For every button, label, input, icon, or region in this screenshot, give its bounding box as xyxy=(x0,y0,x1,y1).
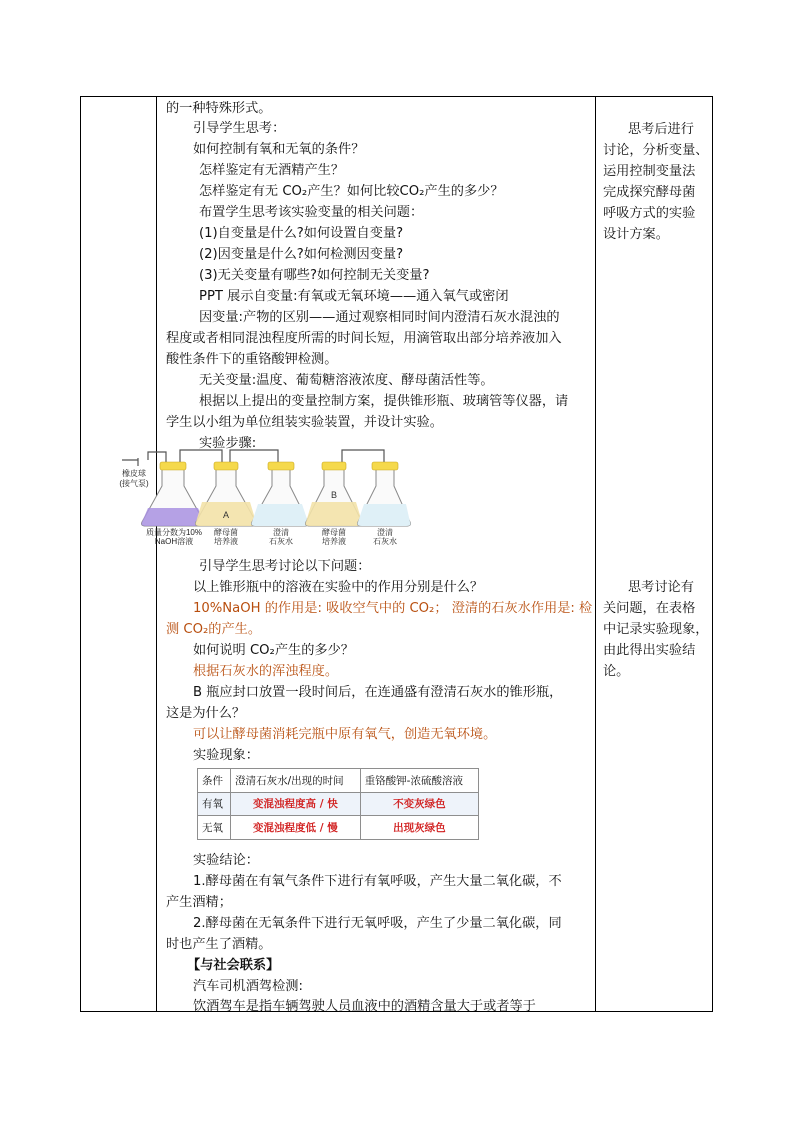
flask-letter-a: A xyxy=(222,510,230,520)
text-line: 思考后进行 xyxy=(628,122,694,137)
text-line: 完成探究酵母菌 xyxy=(603,185,696,200)
text-line: 实验结论： xyxy=(193,853,259,868)
table-cell: 不变灰绿色 xyxy=(360,792,478,816)
text-line: 怎样鉴定有无 CO₂产生？如何比较CO₂产生的多少？ xyxy=(199,184,504,199)
text-line: 程度或者相同混浊程度所需的时间长短，用滴管取出部分培养液加入 xyxy=(166,331,562,346)
text-line: 因变量:产物的区别——通过观察相同时间内澄清石灰水混浊的 xyxy=(199,310,560,325)
text-line: 引导学生思考讨论以下问题： xyxy=(199,559,371,574)
text-line: 学生以小组为单位组装实验装置，并设计实验。 xyxy=(166,415,443,430)
lime-a-label-1: 澄清 xyxy=(273,528,289,537)
apparatus-figure xyxy=(118,438,414,548)
yeast-a-label-2: 培养液 xyxy=(214,537,238,546)
text-line: 这是为什么？ xyxy=(166,706,246,721)
lime-a-label-2: 石灰水 xyxy=(269,537,293,546)
text-line: 1.酵母菌在有氧气条件下进行有氧呼吸，产生大量二氧化碳，不 xyxy=(193,874,562,889)
text-line: (2)因变量是什么?如何检测因变量? xyxy=(199,247,404,262)
text-line: (1)自变量是什么?如何设置自变量? xyxy=(199,226,404,241)
lime-flask-b xyxy=(358,462,411,526)
text-line: 由此得出实验结 xyxy=(603,643,696,658)
naoh-flask xyxy=(142,462,205,526)
text-line: B 瓶应封口放置一段时间后，在连通盛有澄清石灰水的锥形瓶， xyxy=(193,685,563,700)
text-line: 2.酵母菌在无氧条件下进行无氧呼吸，产生了少量二氧化碳，同 xyxy=(193,916,562,931)
text-line: 以上锥形瓶中的溶液在实验中的作用分别是什么？ xyxy=(193,580,484,595)
table-cell: 变混浊程度高 / 快 xyxy=(231,792,361,816)
column-divider-1 xyxy=(156,97,157,1011)
text-line: 布置学生思考该实验变量的相关问题： xyxy=(199,205,424,220)
naoh-label-1: 质量分数为10% xyxy=(145,528,203,537)
teaching-process-column xyxy=(163,97,593,1014)
table-cell: 有氧 xyxy=(198,792,231,816)
table-cell: 出现灰绿色 xyxy=(360,816,478,840)
lime-flask-a xyxy=(252,462,309,526)
text-line: 如何控制有氧和无氧的条件？ xyxy=(193,142,365,157)
table-row xyxy=(198,816,479,840)
text-line: 无关变量:温度、葡萄糖溶液浓度、酵母菌活性等。 xyxy=(199,373,494,388)
text-line: (3)无关变量有哪些?如何控制无关变量? xyxy=(199,268,430,283)
text-line: 根据石灰水的浑浊程度。 xyxy=(193,664,339,679)
text-line: 的一种特殊形式。 xyxy=(166,101,272,116)
rubber-ball-sub: (接气泵) xyxy=(119,479,149,488)
text-line: 根据以上提出的变量控制方案，提供锥形瓶、玻璃管等仪器，请 xyxy=(199,394,569,409)
text-line: 关问题，在表格 xyxy=(603,601,696,616)
text-line: 实验步骤: xyxy=(199,436,257,451)
table-header-cell: 重铬酸钾-浓硫酸溶液 xyxy=(360,769,478,793)
text-line: 呼吸方式的实验 xyxy=(603,206,696,221)
text-line: 可以让酵母菌消耗完瓶中原有氧气，创造无氧环境。 xyxy=(193,727,497,742)
text-line: 实验现象： xyxy=(193,748,259,763)
text-line: 设计方案。 xyxy=(603,227,669,242)
text-line: 思考讨论有 xyxy=(628,580,694,595)
table-cell: 变混浊程度低 / 慢 xyxy=(231,816,361,840)
yeast-flask-a xyxy=(196,462,257,526)
column-divider-2 xyxy=(595,97,596,1011)
text-line: 运用控制变量法 xyxy=(603,164,696,179)
text-line: 时也产生了酒精。 xyxy=(166,937,272,952)
text-line: 论。 xyxy=(603,664,630,679)
text-line: 如何说明 CO₂产生的多少？ xyxy=(193,643,354,658)
text-line: 酸性条件下的重铬酸钾检测。 xyxy=(166,352,338,367)
text-line: 怎样鉴定有无酒精产生？ xyxy=(199,163,345,178)
lime-b-label-2: 石灰水 xyxy=(373,537,397,546)
text-line: 测 CO₂的产生。 xyxy=(166,622,262,637)
yeast-b-label-2: 培养液 xyxy=(322,537,346,546)
table-header-cell: 澄清石灰水/出现的时间 xyxy=(231,769,361,793)
rubber-ball-label: 橡皮球 xyxy=(122,469,146,478)
text-line: 产生酒精； xyxy=(166,895,232,910)
text-line: 引导学生思考： xyxy=(193,121,286,136)
yeast-b-label-1: 酵母菌 xyxy=(322,528,346,537)
observation-table xyxy=(197,768,479,840)
yeast-a-label-1: 酵母菌 xyxy=(214,528,238,537)
text-line: 讨论，分析变量、 xyxy=(603,143,709,158)
yeast-flask-b xyxy=(306,462,363,526)
text-line: 10%NaOH 的作用是: 吸收空气中的 CO₂； 澄清的石灰水作用是: 检 xyxy=(193,601,593,616)
lime-b-label-1: 澄清 xyxy=(377,528,393,537)
text-line: 中记录实验现象， xyxy=(603,622,709,637)
text-line: 汽车司机酒驾检测: xyxy=(193,979,303,994)
section-heading: 【与社会联系】 xyxy=(187,958,280,973)
lesson-table xyxy=(80,96,713,1012)
flask-letter-b: B xyxy=(330,490,338,500)
table-row xyxy=(198,792,479,816)
table-cell: 无氧 xyxy=(198,816,231,840)
text-line: PPT 展示自变量:有氧或无氧环境——通入氧气或密闭 xyxy=(199,289,509,304)
text-line: 饮酒驾车是指车辆驾驶人员血液中的酒精含量大于或者等于 xyxy=(193,999,536,1014)
table-header-cell: 条件 xyxy=(198,769,231,793)
naoh-label-2: NaOH溶液 xyxy=(154,537,194,546)
table-header-row xyxy=(198,769,479,793)
